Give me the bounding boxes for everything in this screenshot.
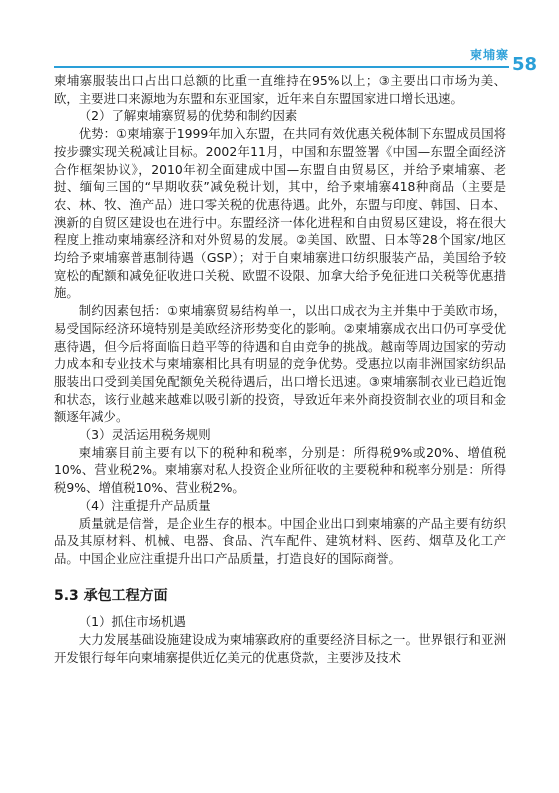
paragraph-advantages: 优势：①柬埔寨于1999年加入东盟，在共同有效优惠关税体制下东盟成员国将按步骤实现关税减让目标。2002年11月，中国和东盟签署《中国—东盟全面经济合作框架协议》，2010年初全面建成中国—东盟自由贸易区，并给予柬埔寨、老挝、缅甸三国的“早期收获”减免税计划，其中，给予柬埔寨418种商品（主要是农、林、牧、渔产品）进口零关税的优惠待遇。此外，东盟与印度、韩国、日本、澳新的自贸区建设也在进行中。东盟经济一体化进程和自由贸易区建设，将在很大程度上推动柬埔寨经济和对外贸易的发展。②美国、欧盟、日本等28个国家/地区均给予柬埔寨普惠制待遇（GSP）；对于自柬埔寨进口纺织服装产品，美国给予较宽松的配额和减免征收进口关税、欧盟不设限、加拿大给予免征进口关税等优惠措施。 [54, 126, 506, 301]
page-number: 58 [512, 54, 538, 75]
section-heading-contracting: 5.3 承包工程方面 [54, 587, 168, 604]
running-header: 柬埔寨 [470, 48, 510, 62]
paragraph-quality: 质量就是信誉，是企业生存的根本。中国企业出口到柬埔寨的产品主要有纺织品及其原材料、机械、电器、食品、汽车配件、建筑材料、医药、烟草及化工产品。中国企业应注重提升出口产品质量，打造良好的国际商誉。 [54, 515, 506, 566]
header-rule [54, 66, 509, 68]
subheading-market-opportunity: （1）抓住市场机遇 [78, 614, 186, 630]
subheading-tax-rules: （3）灵活运用税务规则 [78, 427, 211, 443]
paragraph-tax: 柬埔寨目前主要有以下的税种和税率，分别是：所得税9%或20%、增值税10%、营业税2%。柬埔寨对私人投资企业所征收的主要税种和税率分别是：所得税9%、增值税10%、营业税2%。 [54, 444, 506, 496]
subheading-trade-advantages: （2）了解柬埔寨贸易的优势和制约因素 [78, 108, 298, 124]
paragraph-continued: 柬埔寨服装出口占出口总额的比重一直维持在95%以上；③主要出口市场为美、欧，主要进口来源地为东盟和东亚国家，近年来自东盟国家进口增长迅速。 [54, 73, 506, 106]
paragraph-infrastructure: 大力发展基础设施建设成为柬埔寨政府的重要经济目标之一。世界银行和亚洲开发银行每年向柬埔寨提供近亿美元的优惠贷款，主要涉及技术 [54, 632, 506, 665]
page-body [54, 72, 506, 667]
subheading-product-quality: （4）注重提升产品质量 [78, 497, 211, 513]
paragraph-constraints: 制约因素包括：①柬埔寨贸易结构单一，以出口成衣为主并集中于美欧市场，易受国际经济环境特别是美欧经济形势变化的影响。②柬埔寨成衣出口仍可享受优惠待遇，但今后将面临日趋平等的待遇和自由竞争的挑战。越南等周边国家的劳动力成本和专业技术与柬埔寨相比具有明显的竞争优势。受惠拉以南非洲国家纺织品服装出口受到美国免配额免关税待遇后，出口增长迅速。③柬埔寨制衣业已趋近饱和状态，该行业越来越难以吸引新的投资，导致近年来外商投资制衣业的项目和金额逐年减少。 [54, 303, 506, 425]
